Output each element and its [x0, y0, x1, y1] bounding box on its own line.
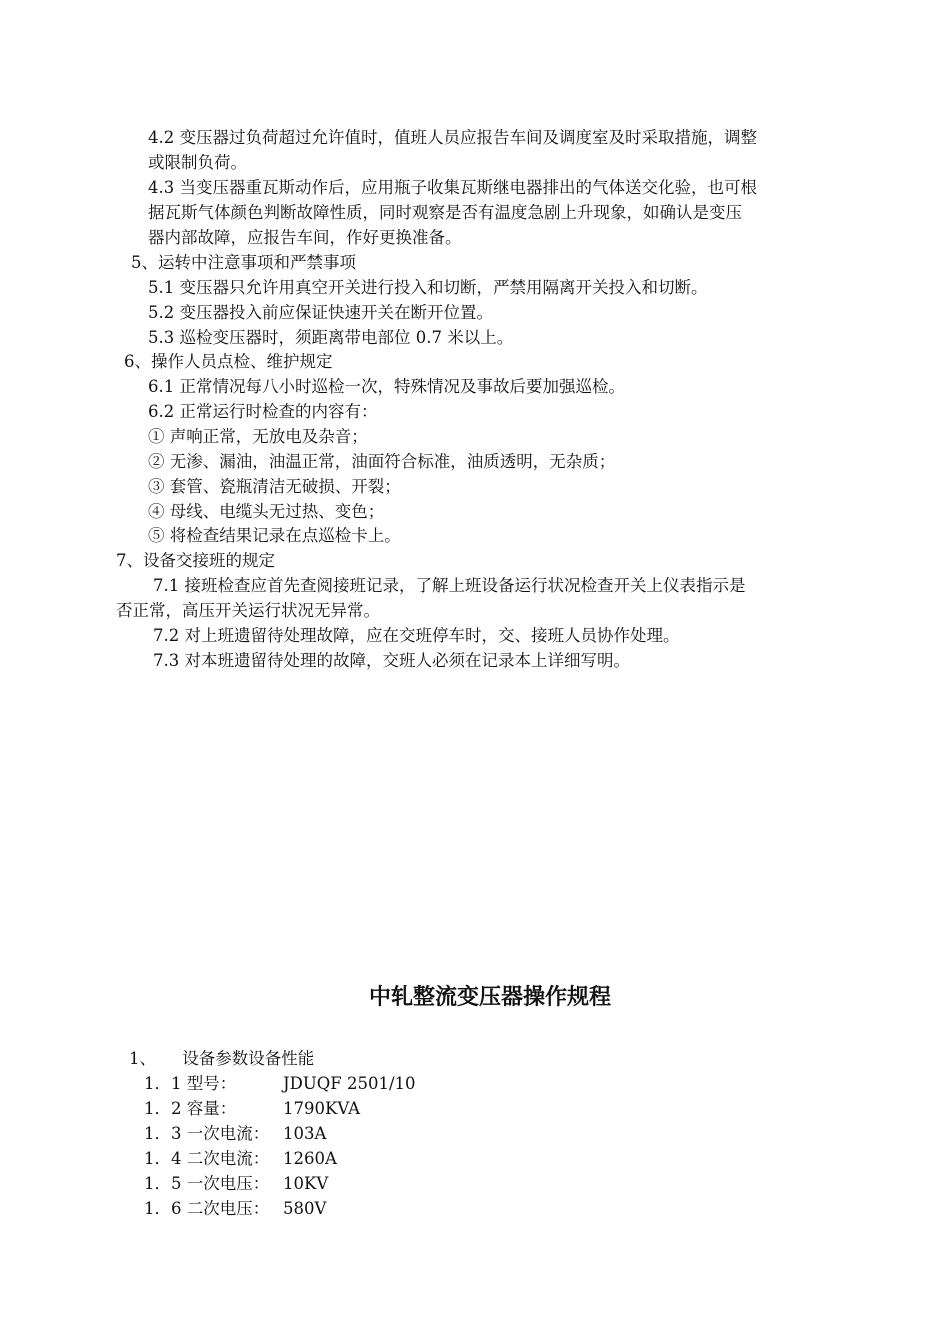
paragraph-line: 5.3 巡检变压器时，须距离带电部位 0.7 米以上。	[148, 328, 514, 347]
paragraph-line: 7.3 对本班遗留待处理的故障，交班人必须在记录本上详细写明。	[153, 651, 630, 670]
param-label: 1．4 二次电流：	[144, 1149, 270, 1168]
section-heading: 6、操作人员点检、维护规定	[124, 352, 333, 371]
paragraph-line: 器内部故障，应报告车间，作好更换准备。	[148, 228, 462, 247]
paragraph-line: 或限制负荷。	[148, 153, 247, 172]
paragraph-line: 5.2 变压器投入前应保证快速开关在断开位置。	[148, 303, 493, 322]
paragraph-line: 据瓦斯气体颜色判断故障性质，同时观察是否有温度急剧上升现象，如确认是变压	[148, 203, 742, 222]
param-label: 1．1 型号：	[144, 1074, 237, 1093]
param-value: 1790KVA	[283, 1099, 361, 1118]
paragraph-line: 7.1 接班检查应首先查阅接班记录，了解上班设备运行状况检查开关上仪表指示是	[153, 576, 746, 595]
paragraph-line: 6.2 正常运行时检查的内容有：	[148, 402, 378, 421]
paragraph-line: 7.2 对上班遗留待处理故障，应在交班停车时，交、接班人员协作处理。	[153, 626, 680, 645]
param-value: 580V	[283, 1199, 327, 1218]
list-item: ⑤ 将检查结果记录在点巡检卡上。	[148, 526, 401, 545]
section-heading: 7、设备交接班的规定	[116, 551, 275, 570]
param-label: 1．6 二次电压：	[144, 1199, 270, 1218]
list-item: ① 声响正常，无放电及杂音；	[148, 427, 368, 446]
param-value: JDUQF 2501/10	[283, 1074, 416, 1093]
param-row	[144, 1121, 744, 1146]
param-label: 1．2 容量：	[144, 1099, 237, 1118]
param-row	[144, 1196, 744, 1221]
section-heading: 5、运转中注意事项和严禁事项	[131, 253, 356, 272]
param-value: 1260A	[283, 1149, 337, 1168]
document-title: 中轧整流变压器操作规程	[368, 984, 611, 1010]
paragraph-line: 6.1 正常情况每八小时巡检一次，特殊情况及事故后要加强巡检。	[148, 377, 625, 396]
param-value: 103A	[283, 1124, 327, 1143]
paragraph-line: 5.1 变压器只允许用真空开关进行投入和切断，严禁用隔离开关投入和切断。	[148, 278, 708, 297]
section-heading: 1、 设备参数设备性能	[129, 1049, 315, 1068]
param-value: 10KV	[283, 1174, 329, 1193]
list-item: ② 无渗、漏油，油温正常，油面符合标准，油质透明，无杂质；	[148, 452, 616, 471]
param-row	[144, 1096, 744, 1121]
param-label: 1．3 一次电流：	[144, 1124, 270, 1143]
param-row	[144, 1146, 744, 1171]
paragraph-line: 4.2 变压器过负荷超过允许值时，值班人员应报告车间及调度室及时采取措施，调整	[148, 128, 757, 147]
param-label: 1．5 一次电压：	[144, 1174, 270, 1193]
paragraph-line: 否正常，高压开关运行状况无异常。	[116, 601, 380, 620]
param-row	[144, 1171, 744, 1196]
param-row	[144, 1071, 744, 1096]
list-item: ④ 母线、电缆头无过热、变色；	[148, 502, 385, 521]
paragraph-line: 4.3 当变压器重瓦斯动作后，应用瓶子收集瓦斯继电器排出的气体送交化验，也可根	[148, 178, 757, 197]
list-item: ③ 套管、瓷瓶清洁无破损、开裂；	[148, 477, 401, 496]
